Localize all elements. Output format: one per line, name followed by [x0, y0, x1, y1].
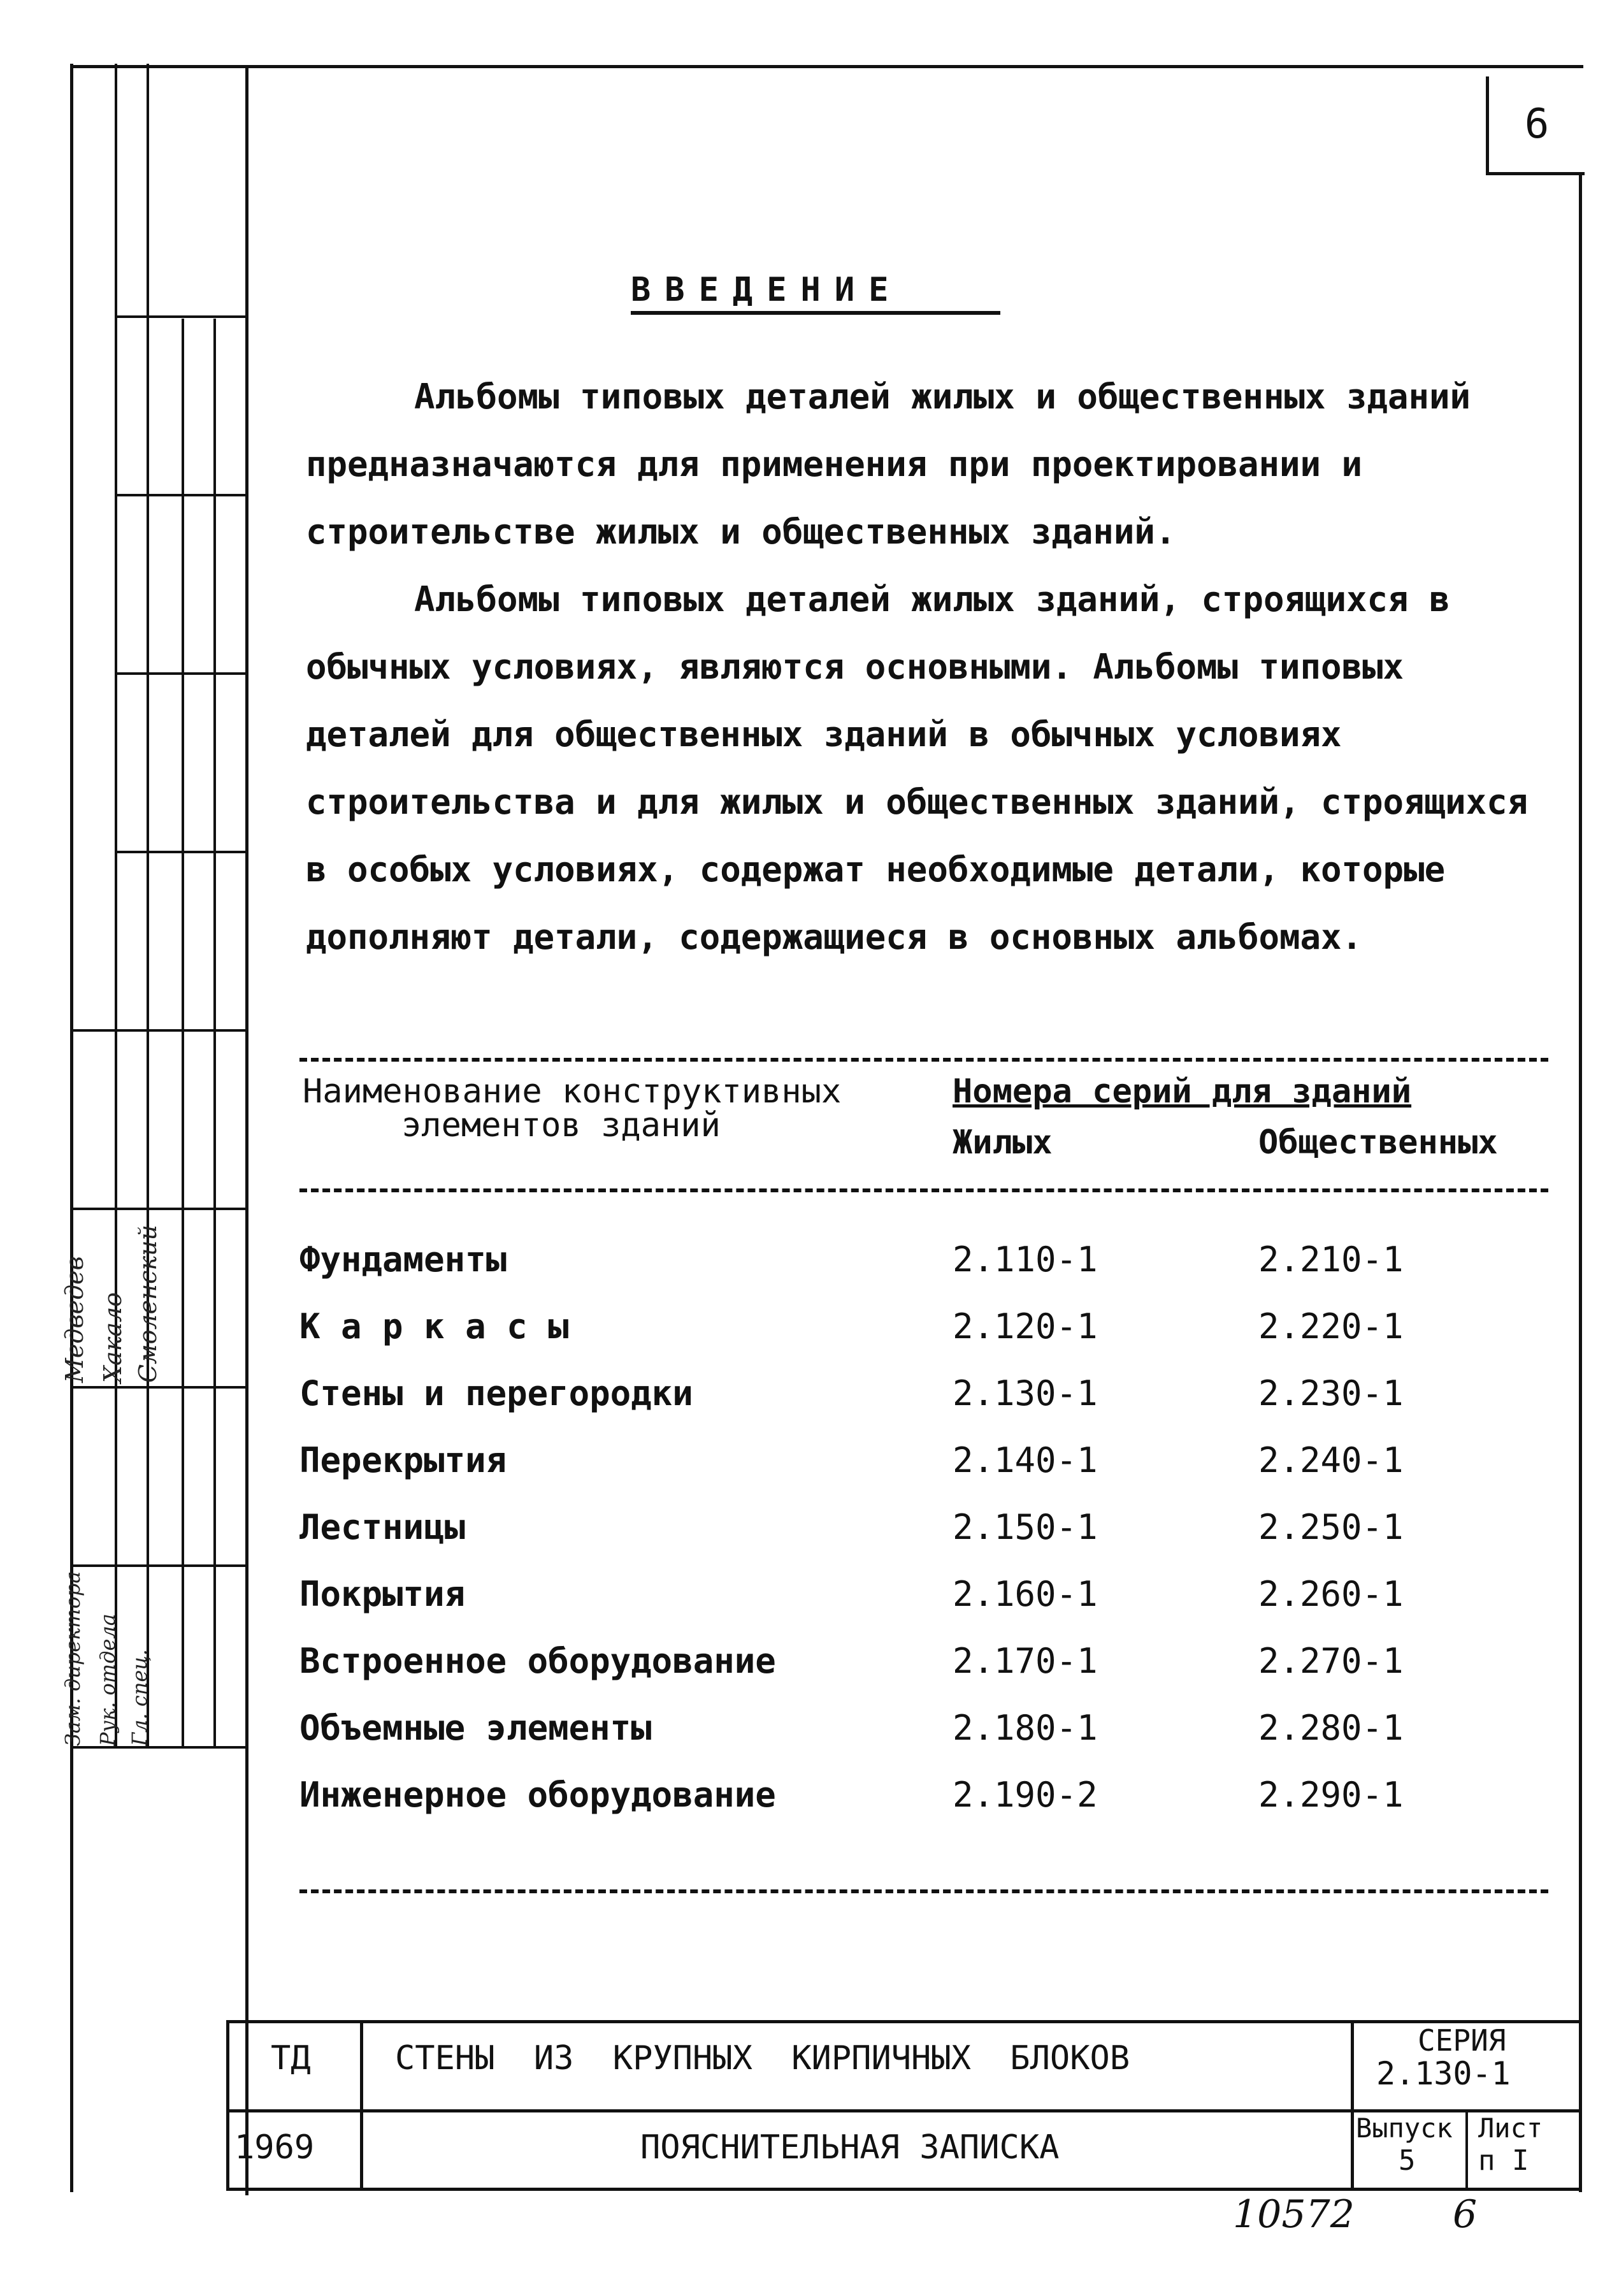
frame-inner-left [245, 67, 248, 2195]
table-top-rule [299, 1058, 1548, 1062]
side-role-1: Зам. директора [61, 1571, 85, 1746]
paragraph-1: Альбомы типовых деталей жилых и общественных зданий предназначаются для применения при проектировании и строительстве жилых и общественных зданий. [306, 377, 1471, 552]
paragraph-2: Альбомы типовых деталей жилых зданий, строящихся в обычных условиях, являются основными. Альбомы типовых деталей для общественных зданий в обычных условиях строительства и для жилых и общественных зданий, строящихся в особых условиях, содержат необходимые детали, которые дополняют детали, содержащиеся в основных альбомах. [306, 579, 1529, 957]
stamp-sheet-value: п I [1478, 2144, 1529, 2177]
table-row: Фундаменты 2.110-1 2.210-1 [299, 1239, 1404, 1280]
footer-page: 6 [1453, 2192, 1478, 2237]
side-grid-h6 [70, 1208, 247, 1210]
archive-number: 10572 [1233, 2192, 1355, 2237]
side-signature-2: Хакало [99, 1292, 127, 1383]
stamp-doc-title: ПОЯСНИТЕЛЬНАЯ ЗАПИСКА [640, 2128, 1060, 2167]
col-name-header-2: элементов зданий [401, 1106, 721, 1144]
side-grid-h3 [115, 672, 247, 675]
table-row: Стены и перегородки 2.130-1 2.230-1 [299, 1373, 1404, 1413]
table-row: Встроенное оборудование 2.170-1 2.270-1 [299, 1641, 1404, 1681]
series-group-header: Номера серий для зданий [953, 1072, 1412, 1111]
table-row: К а р к а с ы 2.120-1 2.220-1 [299, 1306, 1404, 1347]
frame-right [1579, 172, 1582, 2192]
table-row: Лестницы 2.150-1 2.250-1 [299, 1507, 1404, 1547]
side-grid-v4 [213, 319, 216, 1746]
side-grid-h7 [70, 1386, 247, 1389]
stamp-sheet-label: Лист [1478, 2112, 1543, 2144]
side-grid-v3 [182, 319, 184, 1746]
stamp-code: ТД [271, 2039, 311, 2077]
stamp-year: 1969 [234, 2128, 315, 2167]
table-row: Перекрытия 2.140-1 2.240-1 [299, 1440, 1404, 1480]
side-grid-h9 [70, 1746, 247, 1749]
intro-text [306, 363, 1555, 971]
table-row: Покрытия 2.160-1 2.260-1 [299, 1574, 1404, 1614]
frame-bottom [226, 2188, 1582, 2191]
side-grid-h2 [115, 494, 247, 496]
page-number: 6 [1486, 76, 1585, 175]
col-name-header-1: Наименование конструктивных [303, 1072, 842, 1111]
stamp-series-label: СЕРИЯ [1418, 2023, 1506, 2058]
side-grid-h1 [115, 315, 247, 318]
page-title: ВВЕДЕНИЕ [631, 271, 903, 309]
stamp-issue-value: 5 [1399, 2144, 1416, 2177]
side-role-2: Рук. отдела [96, 1614, 120, 1746]
table-row: Объемные элементы 2.180-1 2.280-1 [299, 1708, 1404, 1748]
frame-left [70, 64, 73, 2192]
side-grid-h8 [70, 1564, 247, 1567]
col-public-header: Общественных [1258, 1123, 1498, 1162]
title-underline [631, 311, 1000, 315]
side-signature-3: Смоленский [134, 1224, 162, 1383]
stamp-series-value: 2.130-1 [1376, 2055, 1511, 2092]
stamp-name: СТЕНЫ ИЗ КРУПНЫХ КИРПИЧНЫХ БЛОКОВ [395, 2039, 1130, 2077]
side-grid-h5 [70, 1029, 247, 1032]
side-grid-h4 [115, 851, 247, 853]
table-row: Инженерное оборудование 2.190-2 2.290-1 [299, 1775, 1404, 1815]
stamp-issue-label: Выпуск [1356, 2112, 1453, 2144]
col-residential-header: Жилых [953, 1123, 1053, 1162]
frame-top [70, 65, 1583, 68]
side-role-3: Гл. спец. [127, 1649, 152, 1746]
table-bottom-rule [299, 1889, 1548, 1893]
side-signature-1: Медведев [61, 1256, 89, 1383]
table-header-rule [299, 1188, 1548, 1192]
